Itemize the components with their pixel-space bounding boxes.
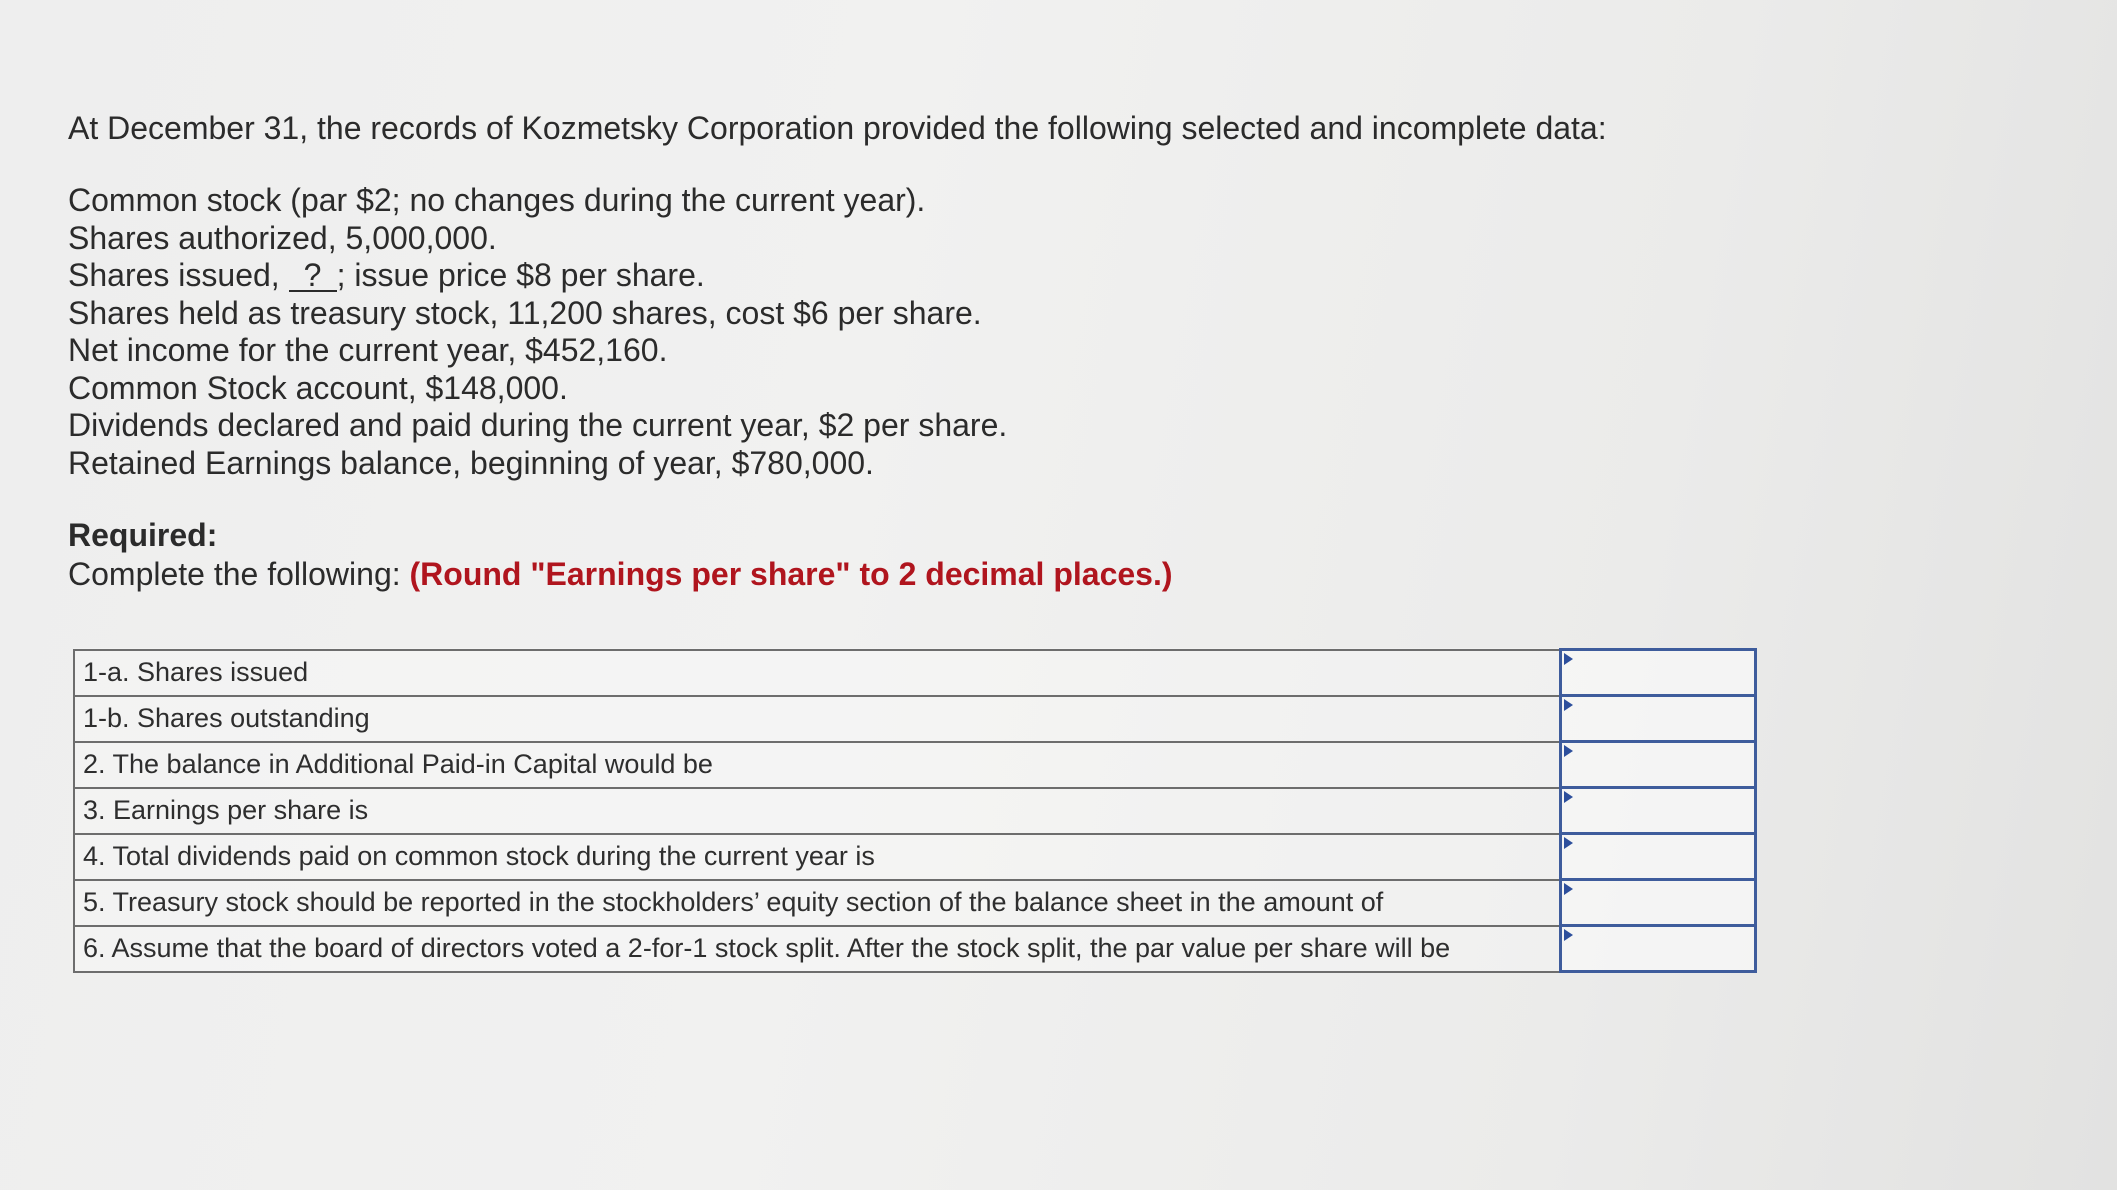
problem-content xyxy=(68,108,1968,594)
table-row xyxy=(74,926,1756,972)
problem-intro: At December 31, the records of Kozmetsky Corporation provided the following selected and incomplete data: xyxy=(68,110,1607,146)
data-line-retained-earnings: Retained Earnings balance, beginning of year, $780,000. xyxy=(68,444,874,481)
data-line-common-stock: Common stock (par $2; no changes during the current year). xyxy=(68,182,926,218)
earnings-per-share-input[interactable] xyxy=(1562,789,1754,832)
additional-paid-in-capital-input[interactable] xyxy=(1562,743,1754,786)
input-marker-icon xyxy=(1564,883,1573,895)
required-section xyxy=(68,516,1968,594)
answer-cell[interactable] xyxy=(1560,926,1755,972)
shares-issued-text: Shares issued, xyxy=(68,257,289,293)
issue-price-text: ; issue price $8 per share. xyxy=(336,257,705,293)
question-label: 4. Total dividends paid on common stock during the current year is xyxy=(74,834,1560,880)
answer-cell[interactable] xyxy=(1560,880,1755,926)
answer-cell[interactable] xyxy=(1560,742,1755,788)
par-value-after-split-input[interactable] xyxy=(1562,927,1754,970)
question-label: 5. Treasury stock should be reported in the stockholders’ equity section of the balance sheet in the amount of xyxy=(74,880,1560,926)
required-heading: Required: xyxy=(68,517,218,553)
answer-cell[interactable] xyxy=(1560,696,1755,742)
question-label: 1-b. Shares outstanding xyxy=(74,696,1560,742)
answer-cell[interactable] xyxy=(1560,650,1755,696)
data-line-net-income: Net income for the current year, $452,160. xyxy=(68,332,668,368)
question-label: 3. Earnings per share is xyxy=(74,788,1560,834)
input-marker-icon xyxy=(1564,745,1573,757)
table-row xyxy=(74,834,1756,880)
input-marker-icon xyxy=(1564,929,1573,941)
answers-table xyxy=(73,648,1757,973)
data-line-dividends: Dividends declared and paid during the current year, $2 per share. xyxy=(68,407,1008,443)
answer-cell[interactable] xyxy=(1560,788,1755,834)
question-label: 1-a. Shares issued xyxy=(74,650,1560,696)
table-row xyxy=(74,742,1756,788)
data-line-treasury-stock: Shares held as treasury stock, 11,200 shares, cost $6 per share. xyxy=(68,294,982,331)
question-label: 2. The balance in Additional Paid-in Capital would be xyxy=(74,742,1560,788)
question-label: 6. Assume that the board of directors voted a 2-for-1 stock split. After the stock split, the par value per share will be xyxy=(74,926,1560,972)
input-marker-icon xyxy=(1564,791,1573,803)
table-row xyxy=(74,650,1756,696)
table-row xyxy=(74,880,1756,926)
data-line-shares-authorized: Shares authorized, 5,000,000. xyxy=(68,219,497,256)
input-marker-icon xyxy=(1564,653,1573,665)
missing-value-blank: ? xyxy=(289,260,337,292)
input-marker-icon xyxy=(1564,699,1573,711)
instruction-line xyxy=(68,554,1968,594)
table-row xyxy=(74,788,1756,834)
data-line-common-stock-account: Common Stock account, $148,000. xyxy=(68,369,568,406)
shares-outstanding-input[interactable] xyxy=(1562,697,1754,740)
instruction-text: Complete the following: xyxy=(68,556,410,592)
table-row xyxy=(74,696,1756,742)
data-line-shares-issued xyxy=(68,257,1968,295)
input-marker-icon xyxy=(1564,837,1573,849)
treasury-stock-amount-input[interactable] xyxy=(1562,881,1754,924)
total-dividends-input[interactable] xyxy=(1562,835,1754,878)
answer-cell[interactable] xyxy=(1560,834,1755,880)
given-data-list xyxy=(68,182,1968,482)
shares-issued-input[interactable] xyxy=(1562,651,1754,694)
rounding-note: (Round "Earnings per share" to 2 decimal places.) xyxy=(409,556,1173,592)
